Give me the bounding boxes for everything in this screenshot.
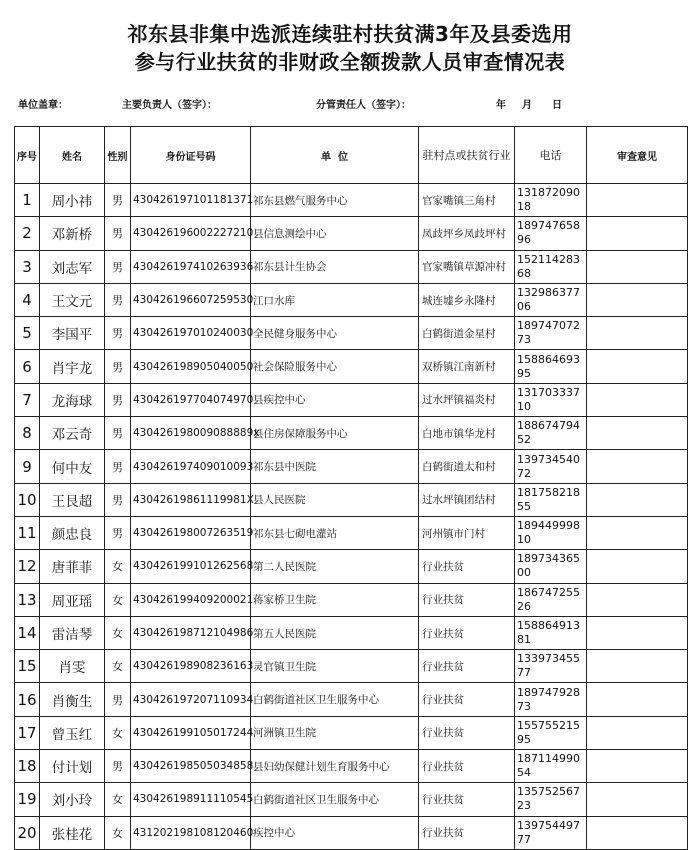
row-site: 城连墟乡永隆村 [419,283,515,316]
row-unit: 社会保险服务中心 [251,350,419,383]
row-unit: 蒋家桥卫生院 [251,583,419,616]
row-phone: 18944999810 [515,516,587,549]
row-name: 何中友 [40,450,105,483]
row-sex: 男 [105,217,131,250]
row-sex: 女 [105,716,131,749]
row-sex: 男 [105,317,131,350]
row-id-number: 430426196607259530 [131,283,251,316]
header-id-number: 身份证号码 [131,127,251,184]
row-phone: 13298637706 [515,283,587,316]
table-row [15,583,688,616]
row-phone: 18974792873 [515,683,587,716]
table-row [15,750,688,783]
row-phone: 13397345577 [515,650,587,683]
document-title-line1: 祁东县非集中选派连续驻村扶贫满3年及县委选用 [127,22,573,46]
row-site: 行业扶贫 [419,583,515,616]
row-review [587,816,688,849]
row-name: 王文元 [40,283,105,316]
row-sex: 男 [105,383,131,416]
row-sex: 女 [105,616,131,649]
row-index: 17 [15,716,40,749]
row-id-number: 430426198905040050 [131,350,251,383]
row-phone: 18974707273 [515,317,587,350]
review-table [14,126,688,850]
row-sex: 男 [105,750,131,783]
row-sex: 男 [105,283,131,316]
row-name: 雷洁琴 [40,616,105,649]
row-name: 付计划 [40,750,105,783]
row-review [587,716,688,749]
row-review [587,750,688,783]
row-unit: 县妇幼保健计划生育服务中心 [251,750,419,783]
row-site: 白鹤街道太和村 [419,450,515,483]
row-sex: 男 [105,417,131,450]
manager-signature-label: 分管责任人（签字）： [316,100,411,111]
chief-signature-label: 主要负责人（签字）： [122,100,217,111]
row-sex: 女 [105,650,131,683]
row-id-number: 430426198712104986 [131,616,251,649]
row-site: 行业扶贫 [419,616,515,649]
row-site: 凤歧坪乡凤歧坪村 [419,217,515,250]
row-sex: 男 [105,184,131,217]
row-review [587,250,688,283]
row-unit: 白鹤街道社区卫生服务中心 [251,783,419,816]
row-name: 肖宇龙 [40,350,105,383]
row-unit: 白鹤街道社区卫生服务中心 [251,683,419,716]
row-unit: 全民健身服务中心 [251,317,419,350]
row-index: 13 [15,583,40,616]
row-unit: 第五人民医院 [251,616,419,649]
row-review [587,450,688,483]
row-id-number: 430426198908236163 [131,650,251,683]
row-sex: 男 [105,683,131,716]
row-phone: 13187209018 [515,184,587,217]
row-name: 唐菲菲 [40,550,105,583]
table-row [15,217,688,250]
unit-seal-label: 单位盖章： [18,100,68,111]
row-sex: 女 [105,783,131,816]
table-row [15,184,688,217]
row-sex: 男 [105,450,131,483]
header-unit: 单 位 [251,127,419,184]
row-phone: 18867479452 [515,417,587,450]
row-name: 刘小玲 [40,783,105,816]
row-index: 7 [15,383,40,416]
row-name: 邓云奇 [40,417,105,450]
row-name: 颜忠良 [40,516,105,549]
row-unit: 江口水库 [251,283,419,316]
row-name: 周小祎 [40,184,105,217]
row-unit: 县信息测绘中心 [251,217,419,250]
row-site: 行业扶贫 [419,683,515,716]
row-review [587,616,688,649]
header-sex: 性别 [105,127,131,184]
row-index: 8 [15,417,40,450]
header-review: 审查意见 [587,127,688,184]
row-index: 18 [15,750,40,783]
row-index: 20 [15,816,40,849]
row-name: 曾玉红 [40,716,105,749]
table-header-row [15,127,688,184]
row-review [587,783,688,816]
row-review [587,184,688,217]
row-site: 官家嘴镇三角村 [419,184,515,217]
row-id-number: 430426199105017244 [131,716,251,749]
row-id-number: 430426198007263519 [131,516,251,549]
table-row [15,650,688,683]
row-review [587,383,688,416]
row-id-number: 430426198009088889x [131,417,251,450]
table-row [15,350,688,383]
row-id-number: 43042619861119981X [131,483,251,516]
row-phone: 13170333710 [515,383,587,416]
row-sex: 女 [105,816,131,849]
row-sex: 女 [105,583,131,616]
row-unit: 县人民医院 [251,483,419,516]
row-index: 9 [15,450,40,483]
row-site: 行业扶贫 [419,816,515,849]
row-id-number: 430426197101181371 [131,184,251,217]
row-id-number: 430426197409010093 [131,450,251,483]
row-name: 邓新桥 [40,217,105,250]
table-row [15,783,688,816]
row-review [587,683,688,716]
row-index: 3 [15,250,40,283]
row-phone: 18711499054 [515,750,587,783]
row-site: 行业扶贫 [419,550,515,583]
row-name: 王艮超 [40,483,105,516]
row-review [587,650,688,683]
row-phone: 18674725526 [515,583,587,616]
table-row [15,516,688,549]
row-phone: 13973454072 [515,450,587,483]
header-name: 姓名 [40,127,105,184]
row-review [587,583,688,616]
row-index: 12 [15,550,40,583]
row-phone: 15575521595 [515,716,587,749]
row-name: 肖衡生 [40,683,105,716]
table-row [15,683,688,716]
row-review [587,483,688,516]
row-site: 白鹤街道金星村 [419,317,515,350]
row-site: 官家嘴镇草源冲村 [419,250,515,283]
table-row [15,550,688,583]
row-phone: 18974765896 [515,217,587,250]
row-id-number: 430426196002227210 [131,217,251,250]
row-index: 6 [15,350,40,383]
row-index: 4 [15,283,40,316]
row-phone: 15886469395 [515,350,587,383]
row-phone: 13575256723 [515,783,587,816]
table-row [15,317,688,350]
row-site: 双桥镇江南新村 [419,350,515,383]
row-id-number: 430426198505034858 [131,750,251,783]
row-name: 肖雯 [40,650,105,683]
row-review [587,550,688,583]
row-index: 1 [15,184,40,217]
row-unit: 灵官镇卫生院 [251,650,419,683]
table-row [15,616,688,649]
row-index: 2 [15,217,40,250]
row-id-number: 430426199101262568 [131,550,251,583]
row-phone: 18175821855 [515,483,587,516]
row-id-number: 430426199409200021 [131,583,251,616]
row-site: 行业扶贫 [419,783,515,816]
table-row [15,716,688,749]
table-row [15,417,688,450]
row-id-number: 430426198911110545 [131,783,251,816]
row-index: 11 [15,516,40,549]
row-sex: 男 [105,250,131,283]
row-index: 15 [15,650,40,683]
row-unit: 祁东县计生协会 [251,250,419,283]
row-review [587,350,688,383]
row-unit: 县疾控中心 [251,383,419,416]
row-name: 李国平 [40,317,105,350]
header-site: 驻村点或扶贫行业 [419,127,515,184]
row-index: 19 [15,783,40,816]
row-id-number: 430426197410263936 [131,250,251,283]
row-id-number: 431202198108120460 [131,816,251,849]
row-index: 5 [15,317,40,350]
month-label: 月 [522,100,532,111]
row-index: 10 [15,483,40,516]
row-id-number: 430426197704074970 [131,383,251,416]
row-name: 龙海球 [40,383,105,416]
row-index: 16 [15,683,40,716]
row-phone: 18973436500 [515,550,587,583]
table-row [15,283,688,316]
row-review [587,417,688,450]
row-phone: 15211428368 [515,250,587,283]
row-unit: 河洲镇卫生院 [251,716,419,749]
row-review [587,283,688,316]
row-site: 白地市镇华龙村 [419,417,515,450]
row-review [587,217,688,250]
table-row [15,383,688,416]
row-sex: 男 [105,350,131,383]
document-title-line2: 参与行业扶贫的非财政全额拨款人员审查情况表 [134,50,566,74]
row-site: 行业扶贫 [419,716,515,749]
row-name: 张桂花 [40,816,105,849]
row-phone: 15886491381 [515,616,587,649]
row-phone: 13975449777 [515,816,587,849]
row-index: 14 [15,616,40,649]
row-review [587,516,688,549]
row-site: 行业扶贫 [419,750,515,783]
table-row [15,816,688,849]
row-sex: 男 [105,516,131,549]
row-sex: 男 [105,483,131,516]
table-row [15,250,688,283]
row-id-number: 430426197010240030 [131,317,251,350]
row-unit: 第二人民医院 [251,550,419,583]
year-label: 年 [496,100,506,111]
row-name: 周亚瑶 [40,583,105,616]
row-sex: 女 [105,550,131,583]
row-name: 刘志军 [40,250,105,283]
table-row [15,483,688,516]
day-label: 日 [552,100,562,111]
row-unit: 祁东县中医院 [251,450,419,483]
row-site: 河州镇市门村 [419,516,515,549]
row-id-number: 430426197207110934 [131,683,251,716]
row-review [587,317,688,350]
row-unit: 祁东县七砌电灌站 [251,516,419,549]
row-site: 行业扶贫 [419,650,515,683]
row-site: 过水坪镇团结村 [419,483,515,516]
header-phone: 电话 [515,127,587,184]
header-index: 序号 [15,127,40,184]
row-unit: 县住房保障服务中心 [251,417,419,450]
row-unit: 祁东县燃气服务中心 [251,184,419,217]
row-unit: 疾控中心 [251,816,419,849]
table-row [15,450,688,483]
row-site: 过水坪镇福炎村 [419,383,515,416]
